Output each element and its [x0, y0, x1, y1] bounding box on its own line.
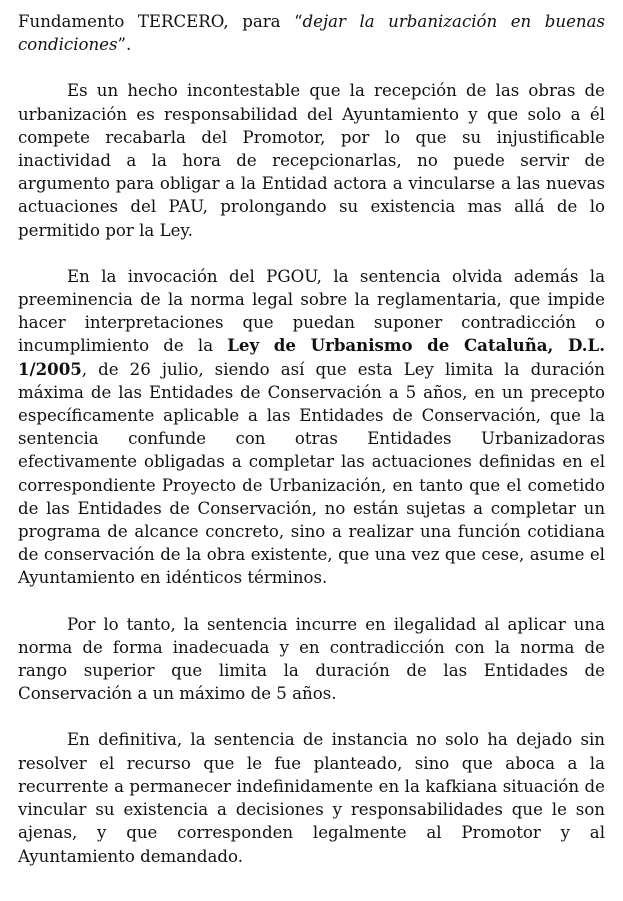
- paragraph-4: Por lo tanto, la sentencia incurre en ilegalidad al aplicar una norma de forma inadecuada y en contradicción con la norma de rango superior que limita la duración de las Entidades de Conservación a un máximo de 5 años.: [18, 614, 605, 704]
- quoted-phrase: dejar la urbanización en buenas condiciones: [18, 12, 605, 55]
- paragraph-3: [18, 265, 605, 590]
- law-reference: Ley de Urbanismo de Cataluña, D.L. 1/2005: [18, 335, 605, 379]
- paragraph-1-text: Fundamento TERCERO, para “: [18, 12, 303, 31]
- paragraph-1: [18, 10, 605, 56]
- document-page: [18, 10, 605, 868]
- paragraph-2: Es un hecho incontestable que la recepción de las obras de urbanización es responsabilidad del Ayuntamiento y que solo a él compete recabarla del Promotor, por lo que su injustificable inactividad a la hora de recepcionarlas, no puede servir de argumento para obligar a la Entidad actora a vincularse a las nuevas actuaciones del PAU, prolongando su existencia mas allá de lo permitido por la Ley.: [18, 81, 605, 240]
- paragraph-5: En definitiva, la sentencia de instancia no solo ha dejado sin resolver el recurso que le fue planteado, sino que aboca a la recurrente a permanecer indefinidamente en la kafkiana situación de vincular su existencia a decisiones y responsabilidades que le son ajenas, y que corresponden legalmente al Promotor y al Ayuntamiento demandado.: [18, 730, 605, 866]
- paragraph-1-end: ”.: [117, 35, 132, 55]
- paragraph-3-text-start: En la invocación del PGOU, la sentencia olvida además la preeminencia de la norma legal sobre la reglamentaria, que impide hacer interpretaciones que puedan suponer contradicción o incumplimiento de la: [18, 266, 605, 356]
- paragraph-3-text-end: , de 26 julio, siendo así que esta Ley limita la duración máxima de las Entidades de Conservación a 5 años, en un precepto específicamente aplicable a las Entidades de Conservación, que la sentencia confunde con otras Entidades Urbanizadoras efectivamente obligadas a completar las actuaciones definidas en el correspondiente Proyecto de Urbanización, en tanto que el cometido de las Entidades de Conservación, no están sujetas a completar un programa de alcance concreto, sino a realizar una función cotidiana de conservación de la obra existente, que una vez que cese, asume el Ayuntamiento en idénticos términos.: [18, 359, 605, 588]
